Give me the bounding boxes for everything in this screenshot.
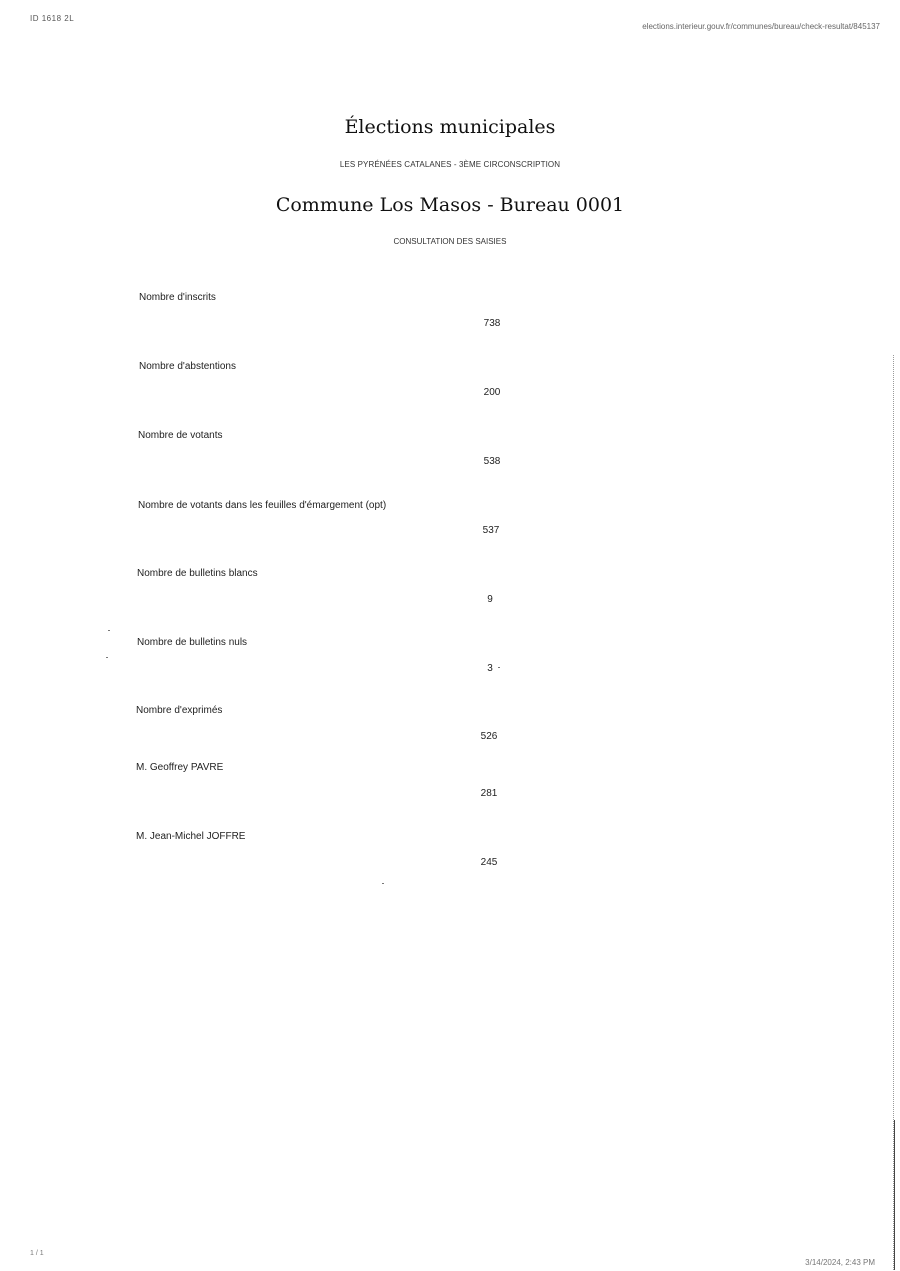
scan-speck [382,883,384,884]
value-candidate-pavre: 281 [480,788,498,799]
label-null-ballots: Nombre de bulletins nuls [137,637,248,648]
label-candidate-pavre: M. Geoffrey PAVRE [136,762,224,773]
scan-header-url: elections.interieur.gouv.fr/communes/bureau/check-resultat/845137 [642,22,880,31]
consultation-label: CONSULTATION DES SAISIES [393,237,507,246]
commune-heading: Commune Los Masos - Bureau 0001 [275,194,625,216]
label-voters: Nombre de votants [138,430,223,441]
value-voters: 538 [483,456,501,467]
value-candidate-joffre: 245 [480,857,498,868]
scan-footer-page: 1 / 1 [30,1250,44,1257]
scan-header-left: ID 1618 2L [30,14,75,23]
label-candidate-joffre: M. Jean-Michel JOFFRE [136,831,246,842]
constituency-subtitle: LES PYRÉNÉES CATALANES - 3ÈME CIRCONSCRIPTION [339,160,561,169]
value-null-ballots: 3 [487,663,493,674]
label-registered: Nombre d'inscrits [139,292,216,303]
label-expressed: Nombre d'exprimés [136,705,223,716]
label-abstentions: Nombre d'abstentions [139,361,236,372]
value-abstentions: 200 [483,387,501,398]
scan-footer-timestamp: 3/14/2024, 2:43 PM [805,1258,875,1267]
value-blank-ballots: 9 [487,594,493,605]
scan-speck [108,630,110,631]
label-blank-ballots: Nombre de bulletins blancs [137,568,258,579]
scan-edge-line [894,1120,895,1270]
scan-speck [106,657,108,658]
page-title: Élections municipales [344,116,556,138]
value-voters-signature-sheets: 537 [482,525,500,536]
label-voters-signature-sheets: Nombre de votants dans les feuilles d'émargement (opt) [138,500,387,511]
value-expressed: 526 [480,731,498,742]
scan-speck [498,667,500,668]
value-registered: 738 [483,318,501,329]
